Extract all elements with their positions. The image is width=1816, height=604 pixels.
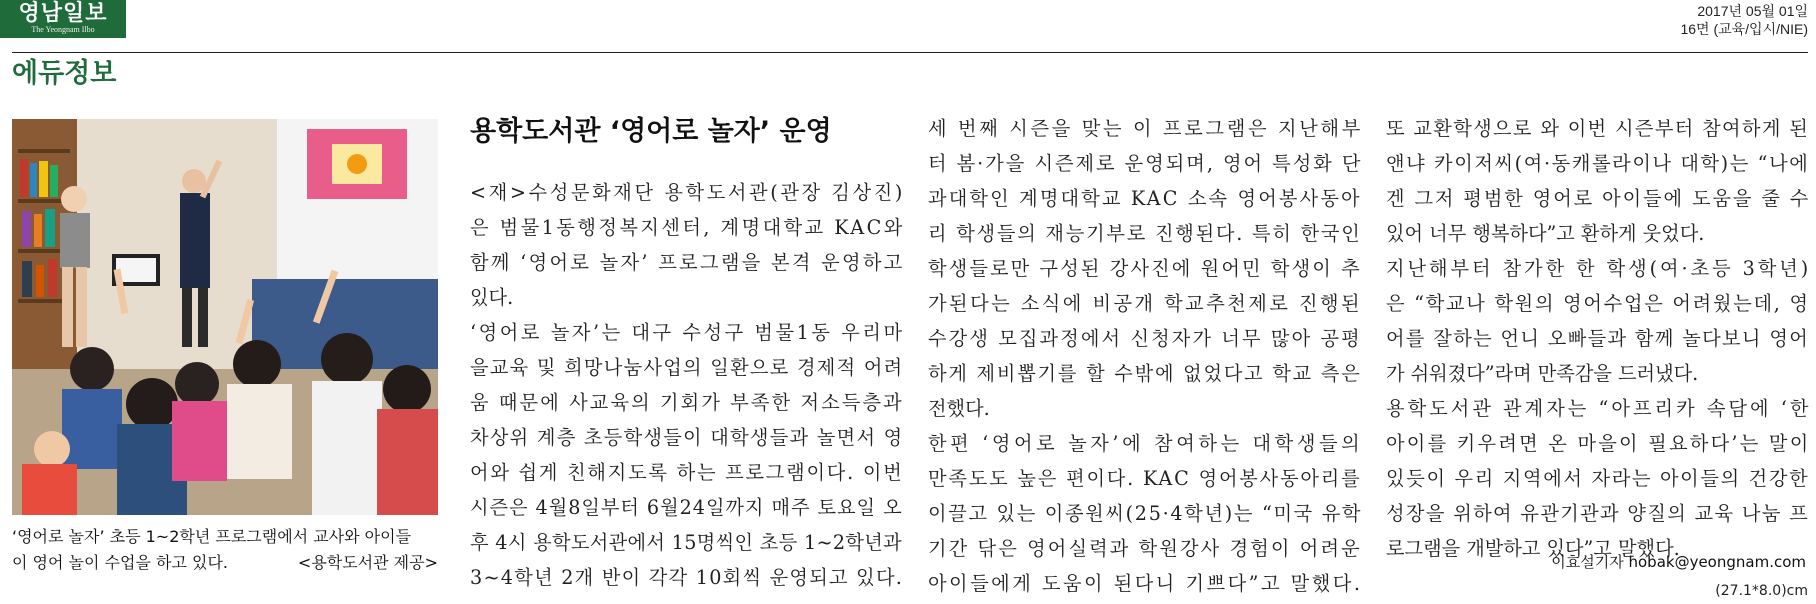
body-line: <재>수성문화재단 용학도서관(관장 김상진) xyxy=(470,181,906,204)
body-line: 함께 ‘영어로 놀자’ 프로그램을 본격 운영하고 xyxy=(470,251,905,274)
body-line: 앤냐 카이저씨(여·동캐롤라이나 대학)는 “나에 xyxy=(1386,152,1810,175)
body-line: 수강생 모집과정에서 신청자가 너무 많아 공평 xyxy=(928,327,1362,350)
section-title: 에듀정보 xyxy=(12,58,117,89)
article-photo xyxy=(12,119,438,515)
body-line: 3~4학년 2개 반이 각각 10회씩 운영되고 있다. xyxy=(470,566,904,589)
body-line: 학생들로만 구성된 강사진에 원어민 학생이 추 xyxy=(928,257,1362,280)
body-line: 지난해부터 참가한 한 학생(여·초등 3학년) xyxy=(1386,257,1812,280)
article-column-1 xyxy=(470,175,906,595)
body-line: 성장을 위하여 유관기관과 양질의 교육 나눔 프 xyxy=(1386,502,1810,525)
body-line: 아이들에게 도움이 된다니 기쁘다”고 말했다. xyxy=(928,572,1363,595)
article-headline: 용학도서관 ‘영어로 놀자’ 운영 xyxy=(470,116,832,147)
body-line: 만족도도 높은 편이다. KAC 영어봉사동아리를 xyxy=(928,467,1362,490)
body-line: 있듯이 우리 지역에서 자라는 아이들의 건강한 xyxy=(1386,467,1810,490)
body-line: 한편 ‘영어로 놀자’에 참여하는 대학생들의 xyxy=(928,432,1364,455)
body-line: 은 범물1동행정복지센터, 계명대학교 KAC와 xyxy=(470,216,905,239)
body-line: 용학도서관 관계자는 “아프리카 속담에 ‘한 xyxy=(1386,397,1812,420)
publication-date: 2017년 05월 01일 xyxy=(1697,3,1808,19)
photo-caption xyxy=(12,524,438,576)
body-line: 세 번째 시즌을 맞는 이 프로그램은 지난해부 xyxy=(928,117,1363,140)
body-line: 전했다. xyxy=(928,397,990,420)
body-line: 어와 쉽게 친해지도록 하는 프로그램이다. 이번 xyxy=(470,461,904,484)
article-size-note: (27.1*8.0)cm xyxy=(1715,583,1808,599)
body-line: 차상위 계층 초등학생들이 대학생들과 놀면서 영 xyxy=(470,426,904,449)
body-line: 이끌고 있는 이종원씨(25·4학년)는 “미국 유학 xyxy=(928,502,1363,525)
body-line: 있어 너무 행복하다”고 환하게 웃었다. xyxy=(1386,222,1705,245)
body-line: 가된다는 소식에 비공개 학교추천제로 진행된 xyxy=(928,292,1363,315)
body-line: 기간 닦은 영어실력과 학원강사 경험이 어려운 xyxy=(928,537,1362,560)
body-line: 을교육 및 희망나눔사업의 일환으로 경제적 어려 xyxy=(470,356,904,379)
body-line: 아이를 키우려면 온 마을이 필요하다’는 말이 xyxy=(1386,432,1811,455)
body-line: 은 “학교나 학원의 영어수업은 어려웠는데, 영 xyxy=(1386,292,1810,315)
photo-caption-line-1: ‘영어로 놀자’ 초등 1~2학년 프로그램에서 교사와 아이들 xyxy=(12,527,412,546)
newspaper-logo xyxy=(0,0,126,38)
photo-caption-line-2: 이 영어 놀이 수업을 하고 있다. xyxy=(12,553,228,572)
publication-info xyxy=(1680,2,1808,38)
body-line: 로그램을 개발하고 있다”고 말했다. xyxy=(1386,537,1680,560)
body-line: 있다. xyxy=(470,286,514,309)
body-line: 겐 그저 평범한 영어로 아이들에 도움을 줄 수 xyxy=(1386,187,1811,210)
reporter-byline: 이효설기자 hobak@yeongnam.com xyxy=(1551,553,1806,571)
article-column-3 xyxy=(1386,111,1812,566)
body-line: 또 교환학생으로 와 이번 시즌부터 참여하게 된 xyxy=(1386,117,1810,140)
body-line: 어를 잘하는 언니 오빠들과 함께 놀다보니 영어 xyxy=(1386,327,1810,350)
body-line: 후 4시 용학도서관에서 15명씩인 초등 1~2학년과 xyxy=(470,531,903,554)
header-rule xyxy=(12,52,1808,53)
article-column-2 xyxy=(928,111,1364,601)
photo-credit: <용학도서관 제공> xyxy=(297,553,438,572)
body-line: 터 봄·가을 시즌제로 운영되며, 영어 특성화 단 xyxy=(928,152,1363,175)
body-line: 가 쉬워졌다”라며 만족감을 드러냈다. xyxy=(1386,362,1699,385)
page-section-label: 16면 (교육/입시/NIE) xyxy=(1680,21,1808,37)
body-line: 하게 제비뽑기를 할 수밖에 없었다고 학교 측은 xyxy=(928,362,1362,385)
body-line: 과대학인 계명대학교 KAC 소속 영어봉사동아 xyxy=(928,187,1362,210)
body-line: 움 때문에 사교육의 기회가 부족한 저소득층과 xyxy=(470,391,904,414)
body-line: 시즌은 4월8일부터 6월24일까지 매주 토요일 오 xyxy=(470,496,903,519)
body-line: ‘영어로 놀자’는 대구 수성구 범물1동 우리마 xyxy=(470,321,905,344)
logo-korean: 영남일보 xyxy=(18,0,108,26)
body-line: 리 학생들의 재능기부로 진행된다. 특히 한국인 xyxy=(928,222,1362,245)
classroom-photo-illustration xyxy=(12,119,438,515)
logo-english: The Yeongnam Ilbo xyxy=(31,25,95,34)
